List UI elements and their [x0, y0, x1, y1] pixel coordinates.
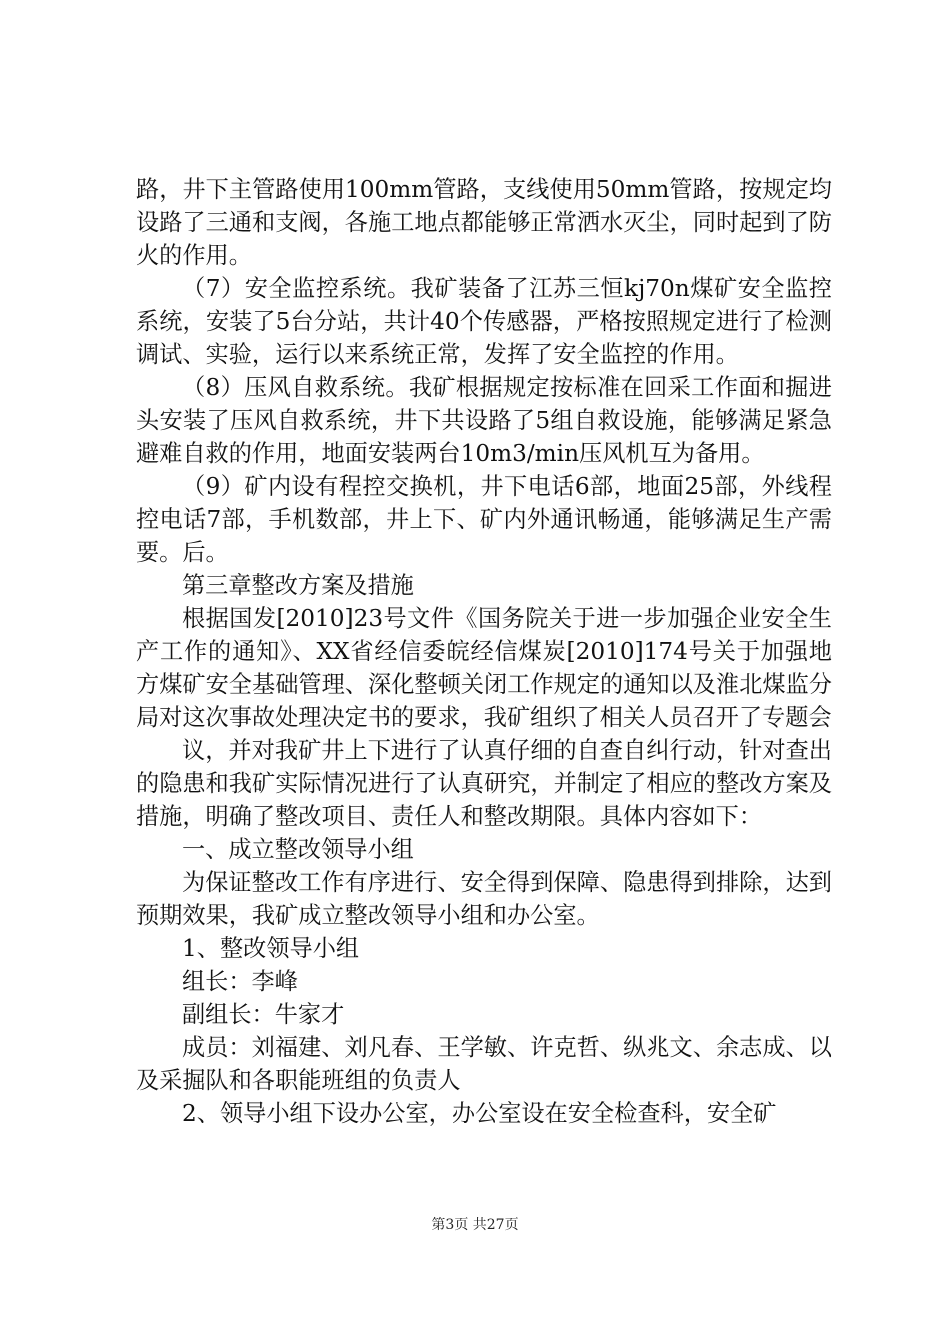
subsection-heading-leadership-group: 1、整改领导小组: [182, 935, 360, 962]
group-deputy-leader: 副组长：牛家才: [182, 1001, 345, 1028]
group-members: 成员：刘福建、刘凡春、王学敏、许克哲、纵兆文、余志成、以及采掘队和各职能班组的负责人: [136, 1034, 832, 1094]
paragraph-policy-basis: 根据国发[2010]23号文件《国务院关于进一步加强企业安全生产工作的通知》、XX省经信委皖经信煤炭[2010]174号关于加强地方煤矿安全基础管理、深化整顿关闭工作规定的通知以及淮北煤监分局对这次事故处理决定书的要求，我矿组织了相关人员召开了专题会: [136, 605, 832, 731]
paragraph-self-inspection: 议，并对我矿井上下进行了认真仔细的自查自纠行动，针对查出的隐患和我矿实际情况进行了认真研究，并制定了相应的整改方案及措施，明确了整改项目、责任人和整改期限。具体内容如下：: [136, 737, 832, 830]
paragraph-compressed-air-rescue: （8）压风自救系统。我矿根据规定按标准在回采工作面和掘进头安装了压风自救系统，井下共设路了5组自救设施，能够满足紧急避难自救的作用，地面安装两台10m3/min压风机互为备用。: [136, 374, 832, 467]
paragraph-office: 2、领导小组下设办公室，办公室设在安全检查科，安全矿: [182, 1100, 777, 1127]
paragraph-communication: （9）矿内设有程控交换机，井下电话6部，地面25部，外线程控电话7部，手机数部，井上下、矿内外通讯畅通，能够满足生产需要。后。: [136, 473, 832, 566]
section-heading-leadership-group: 一、成立整改领导小组: [182, 836, 414, 863]
paragraph-safety-monitoring: （7）安全监控系统。我矿装备了江苏三恒kj70n煤矿安全监控系统，安装了5台分站，共计40个传感器，严格按照规定进行了检测调试、实验，运行以来系统正常，发挥了安全监控的作用。: [136, 275, 832, 368]
page-number-footer: 第3页 共27页: [431, 1217, 519, 1233]
paragraph-group-purpose: 为保证整改工作有序进行、安全得到保障、隐患得到排除，达到预期效果，我矿成立整改领导小组和办公室。: [136, 869, 832, 929]
paragraph-water-pipeline: 路，井下主管路使用100mm管路，支线使用50mm管路，按规定均设路了三通和支阀，各施工地点都能够正常洒水灭尘，同时起到了防火的作用。: [136, 176, 832, 269]
chapter-heading: 第三章整改方案及措施: [182, 572, 414, 599]
document-body: [136, 173, 832, 1130]
group-leader: 组长：李峰: [182, 968, 298, 995]
